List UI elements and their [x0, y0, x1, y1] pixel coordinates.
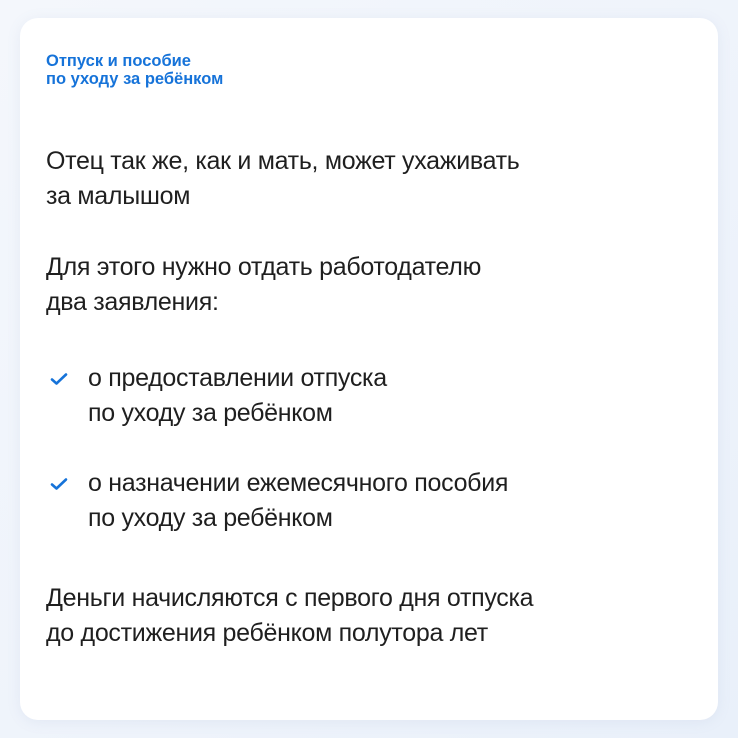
check-icon [50, 372, 68, 386]
paragraph-1-line-2: за малышом [46, 182, 191, 210]
paragraph-3-line-1: Деньги начисляются с первого дня отпуска [46, 584, 534, 612]
bullet-1-line-1: о предоставлении отпуска [88, 364, 387, 392]
paragraph-1-line-1: Отец так же, как и мать, может ухаживать [46, 147, 520, 175]
section-header [46, 52, 223, 88]
list-item-text [88, 466, 508, 536]
paragraph-two-applications [46, 250, 481, 320]
check-icon [50, 477, 68, 491]
list-item-text [88, 361, 387, 431]
paragraph-3-line-2: до достижения ребёнком полутора лет [46, 619, 488, 647]
bullet-2-line-1: о назначении ежемесячного пособия [88, 469, 509, 497]
bullet-1-line-2: по уходу за ребёнком [88, 399, 333, 427]
paragraph-2-line-1: Для этого нужно отдать работодателю [46, 253, 482, 281]
bullet-2-line-2: по уходу за ребёнком [88, 504, 333, 532]
paragraph-payment-period [46, 581, 533, 651]
paragraph-2-line-2: два заявления: [46, 288, 219, 316]
paragraph-father-care [46, 144, 520, 214]
header-line-1: Отпуск и пособие [46, 52, 191, 70]
header-line-2: по уходу за ребёнком [46, 70, 224, 88]
